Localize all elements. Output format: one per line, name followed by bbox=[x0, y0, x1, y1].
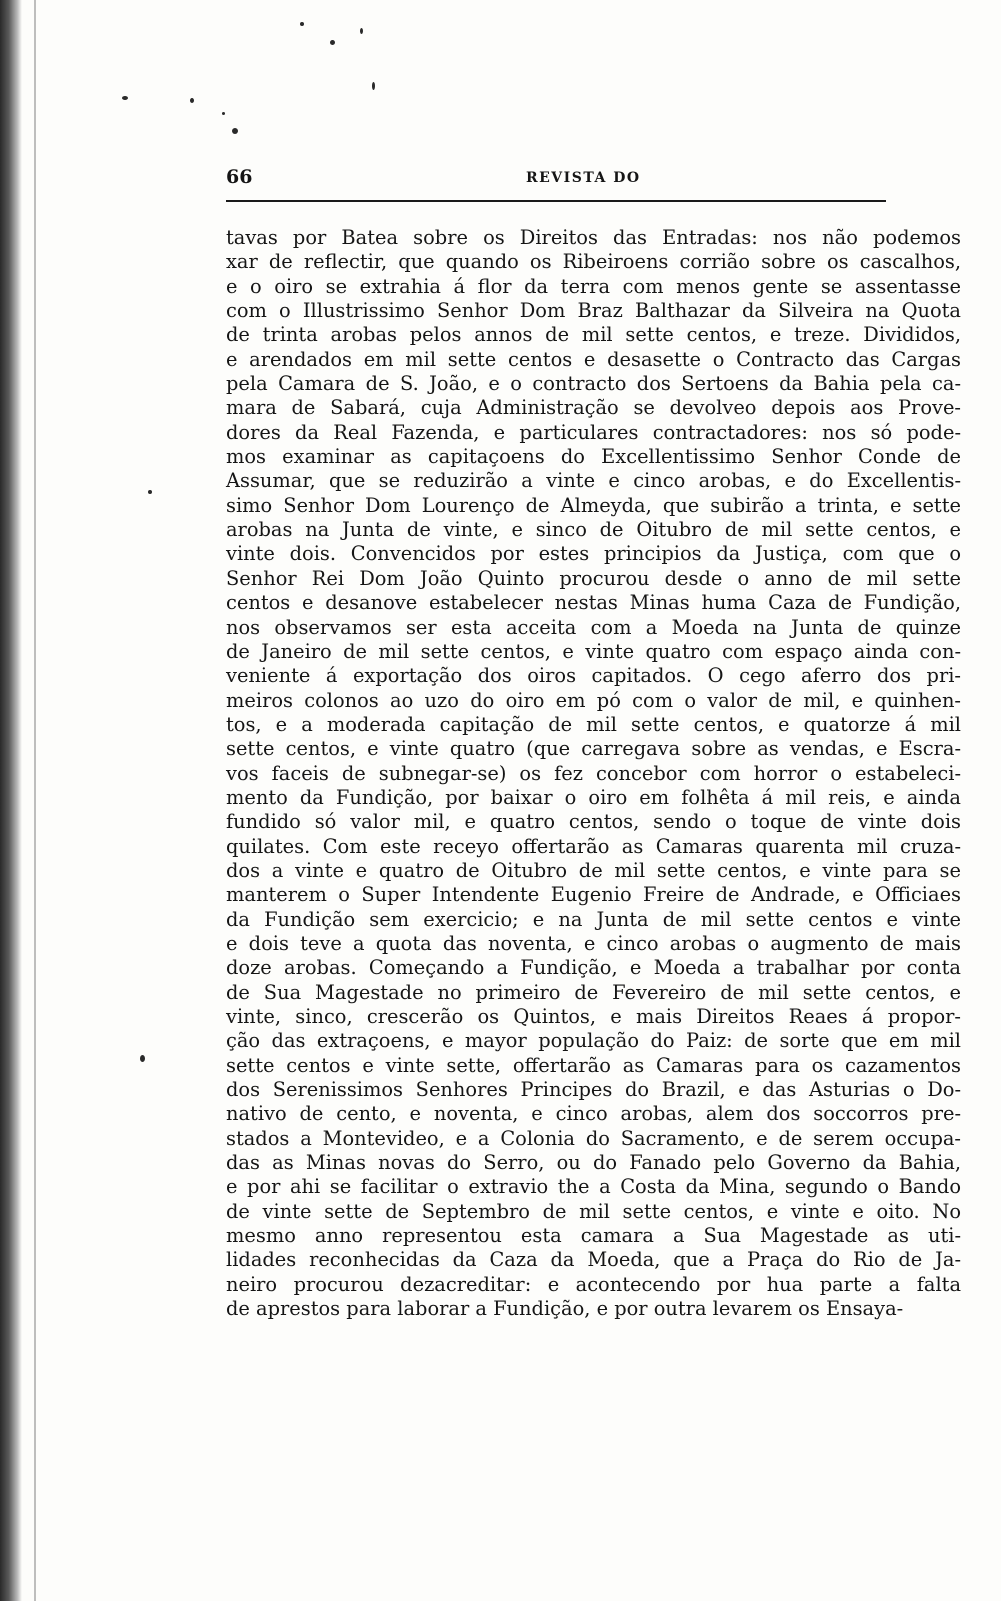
text-line: Senhor Rei Dom João Quinto procurou desde o anno de mil sette bbox=[226, 566, 961, 590]
text-line: doze arobas. Começando a Fundição, e Moeda a trabalhar por conta bbox=[226, 956, 961, 980]
ink-speck bbox=[360, 28, 363, 34]
text-line: lidades reconhecidas da Caza da Moeda, que a Praça do Rio de Ja- bbox=[226, 1248, 961, 1272]
text-line: vinte, sinco, crescerão os Quintos, e mais Direitos Reaes á propor- bbox=[226, 1005, 961, 1028]
page-header bbox=[226, 166, 886, 194]
text-line: dos Serenissimos Senhores Principes do Brazil, e das Asturias o Do- bbox=[226, 1078, 961, 1102]
ink-speck bbox=[190, 98, 194, 103]
text-line: sette centos e vinte sette, offertarão as Camaras para os cazamentos bbox=[226, 1053, 961, 1077]
ink-speck bbox=[148, 490, 152, 494]
text-line: simo Senhor Dom Lourenço de Almeyda, que subirão a trinta, e sette bbox=[226, 493, 961, 517]
text-line: de aprestos para laborar a Fundição, e por outra levarem os Ensaya- bbox=[226, 1297, 904, 1321]
text-line: tos, e a moderada capitação de mil sette centos, e quatorze á mil bbox=[226, 712, 961, 736]
text-line: e arendados em mil sette centos e desasette o Contracto das Cargas bbox=[226, 347, 961, 371]
text-line: de Janeiro de mil sette centos, e vinte quatro com espaço ainda con- bbox=[226, 639, 961, 663]
text-line: de vinte sette de Septembro de mil sette centos, e vinte e oito. No bbox=[226, 1199, 961, 1223]
ink-speck bbox=[372, 82, 375, 90]
text-line: manterem o Super Intendente Eugenio Freire de Andrade, e Officiaes bbox=[226, 883, 961, 907]
text-line: ção das extraçoens, e mayor população do Paiz: de sorte que em mil bbox=[226, 1029, 961, 1053]
binding-shadow bbox=[0, 0, 22, 1601]
text-line: da Fundição sem exercicio; e na Junta de mil sette centos e vinte bbox=[226, 907, 961, 931]
text-line: pela Camara de S. João, e o contracto dos Sertoens da Bahia pela ca- bbox=[226, 372, 961, 396]
binding-crease bbox=[34, 0, 36, 1601]
text-line: mesmo anno representou esta camara a Sua Magestade as uti- bbox=[226, 1224, 961, 1248]
ink-speck bbox=[330, 40, 335, 45]
text-line: fundido só valor mil, e quatro centos, sendo o toque de vinte dois bbox=[226, 810, 961, 834]
ink-speck bbox=[222, 112, 225, 115]
text-line: das as Minas novas do Serro, ou do Fanado pelo Governo da Bahia, bbox=[226, 1151, 961, 1175]
text-line: mento da Fundição, por baixar o oiro em folhêta á mil reis, e ainda bbox=[226, 785, 961, 809]
text-line: xar de reflectir, que quando os Ribeiroens corrião sobre os cascalhos, bbox=[226, 250, 961, 274]
text-line: com o Illustrissimo Senhor Dom Braz Balthazar da Silveira na Quota bbox=[226, 299, 961, 323]
text-line: mara de Sabará, cuja Administração se devolveo depois aos Prove- bbox=[226, 396, 961, 420]
page-number: 66 bbox=[226, 166, 253, 188]
text-line: sette centos, e vinte quatro (que carregava sobre as vendas, e Escra- bbox=[226, 737, 961, 761]
text-line: quilates. Com este receyo offertarão as Camaras quarenta mil cruza- bbox=[226, 834, 961, 858]
text-line: e o oiro se extrahia á flor da terra com menos gente se assentasse bbox=[226, 274, 961, 298]
text-line: centos e desanove estabelecer nestas Minas huma Caza de Fundição, bbox=[226, 591, 961, 615]
text-line: veniente á exportação dos oiros capitados. O cego aferro dos pri- bbox=[226, 664, 961, 688]
text-line: mos examinar as capitaçoens do Excellentissimo Senhor Conde de bbox=[226, 445, 961, 469]
text-line: neiro procurou dezacreditar: e acontecendo por hua parte a falta bbox=[226, 1272, 961, 1296]
text-line: stados a Montevideo, e a Colonia do Sacramento, e de serem occupa- bbox=[226, 1126, 961, 1150]
text-line: tavas por Batea sobre os Direitos das Entradas: nos não podemos bbox=[226, 226, 961, 249]
text-line: e por ahi se facilitar o extravio the a Costa da Mina, segundo o Bando bbox=[226, 1175, 961, 1199]
ink-speck bbox=[300, 22, 304, 26]
text-line: arobas na Junta de vinte, e sinco de Oitubro de mil sette centos, e bbox=[226, 518, 961, 542]
text-line: de trinta arobas pelos annos de mil sette centos, e treze. Divididos, bbox=[226, 323, 961, 347]
text-line: vinte dois. Convencidos por estes principios da Justiça, com que o bbox=[226, 542, 961, 566]
text-line: Assumar, que se reduzirão a vinte e cinco arobas, e do Excellentis- bbox=[226, 469, 961, 493]
text-line: nativo de cento, e noventa, e cinco arobas, alem dos soccorros pre- bbox=[226, 1102, 961, 1126]
text-line: dos a vinte e quatro de Oitubro de mil sette centos, e vinte para se bbox=[226, 858, 961, 882]
text-line: meiros colonos ao uzo do oiro em pó com o valor de mil, e quinhen- bbox=[226, 688, 961, 712]
body-text bbox=[226, 226, 961, 1321]
header-rule bbox=[226, 200, 886, 202]
text-line: dores da Real Fazenda, e particulares contractadores: nos só pode- bbox=[226, 420, 961, 444]
ink-speck bbox=[140, 1055, 145, 1062]
ink-speck bbox=[122, 96, 128, 100]
text-line: vos faceis de subnegar-se) os fez concebor com horror o estabeleci- bbox=[226, 761, 961, 785]
text-line: nos observamos ser esta acceita com a Moeda na Junta de quinze bbox=[226, 615, 961, 639]
text-line: de Sua Magestade no primeiro de Fevereiro de mil sette centos, e bbox=[226, 980, 961, 1004]
ink-speck bbox=[232, 128, 238, 134]
text-line: e dois teve a quota das noventa, e cinco arobas o augmento de mais bbox=[226, 931, 961, 955]
running-head: REVISTA DO bbox=[526, 170, 641, 186]
